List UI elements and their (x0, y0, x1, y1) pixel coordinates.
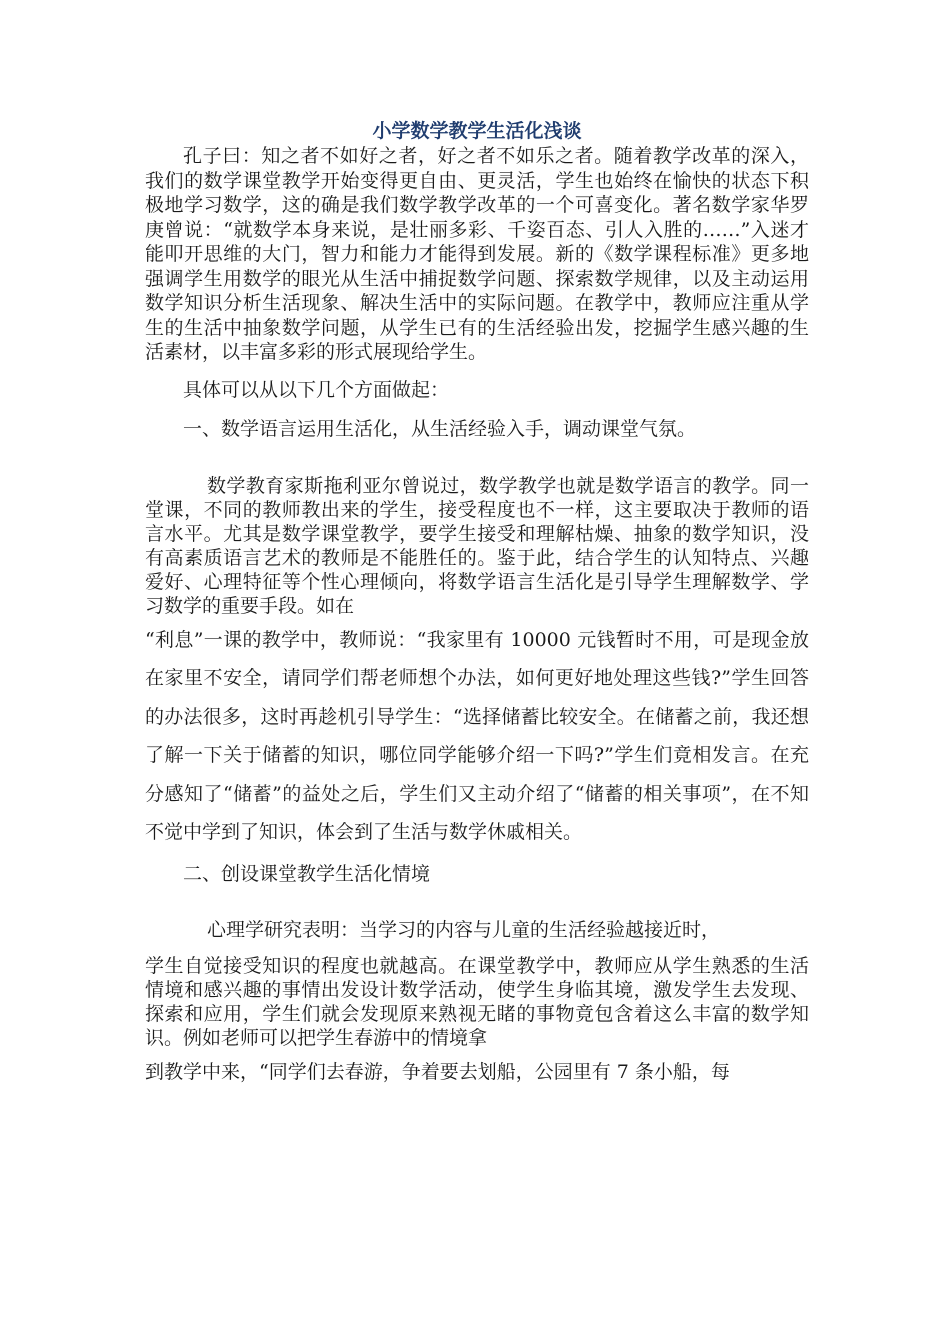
section-1-text-b: “利息”一课的教学中，教师说：“我家里有 10000 元钱暂时不用，可是现金放在家里不安全，请同学们帮老师想个办法，如何更好地处理这些钱?”学生回答的办法很多，这时再趁机引导学生：“选择储蓄比较安全。在储蓄之前，我还想了解一下关于储蓄的知识，哪位同学能够介绍一下吗?”学生们竟相发言。在充分感知了“储蓄”的益处之后，学生们又主动介绍了“储蓄的相关事项”，在不知不觉中学到了知识，体会到了生活与数学休戚相关。 (145, 628, 809, 843)
section-2-paragraph: 心理学研究表明：当学习的内容与儿童的生活经验越接近时， (207, 919, 721, 941)
intro-paragraph: 孔子曰：知之者不如好之者，好之者不如乐之者。随着教学改革的深入，我们的数学课堂教学开始变得更自由、更灵活，学生也始终在愉快的状态下积极地学习数学，这的确是我们数学教学改革的一个可喜变化。著名数学家华罗庚曾说：“就数学本身来说，是壮丽多彩、千姿百态、引人入胜的……”入迷才能叩开思维的大门，智力和能力才能得到发展。新的《数学课程标准》更多地强调学生用数学的眼光从生活中捕捉数学问题、探索数学规律，以及主动运用数学知识分析生活现象、解决生活中的实际问题。在教学中，教师应注重从学生的生活中抽象数学问题，从学生已有的生活经验出发，挖掘学生感兴趣的生活素材，以丰富多彩的形式展现给学生。 (145, 145, 809, 363)
document-page (145, 118, 809, 1084)
section-1-paragraph (145, 474, 809, 618)
section-2-paragraph-continued: 学生自觉接受知识的程度也就越高。在课堂教学中，教师应从学生熟悉的生活情境和感兴趣的事情出发设计数学活动，使学生身临其境，激发学生去发现、探索和应用，学生们就会发现原来熟视无睹的事物竟包含着这么丰富的数学知识。例如老师可以把学生春游中的情境拿 (145, 955, 809, 1049)
section-heading-2: 二、创设课堂教学生活化情境 (183, 862, 431, 885)
document-title: 小学数学教学生活化浅谈 (372, 120, 582, 142)
lead-paragraph: 具体可以从以下几个方面做起： (183, 378, 450, 401)
section-1-paragraph-continued (145, 621, 809, 852)
section-2-paragraph-tail: 到教学中来，“同学们去春游，争着要去划船，公园里有 7 条小船，每 (145, 1061, 730, 1083)
section-heading-1: 一、数学语言运用生活化，从生活经验入手，调动课堂气氛。 (183, 418, 697, 440)
section-1-text-a: 数学教育家斯拖利亚尔曾说过，数学教学也就是数学语言的教学。同一堂课，不同的教师教出来的学生，接受程度也不一样，这主要取决于教师的语言水平。尤其是数学课堂教学，要学生接受和理解枯燥、抽象的数学知识，没有高素质语言艺术的教师是不能胜任的。鉴于此，结合学生的认知特点、兴趣爱好、心理特征等个性心理倾向，将数学语言生活化是引导学生理解数学、学习数学的重要手段。如在 (145, 474, 809, 617)
